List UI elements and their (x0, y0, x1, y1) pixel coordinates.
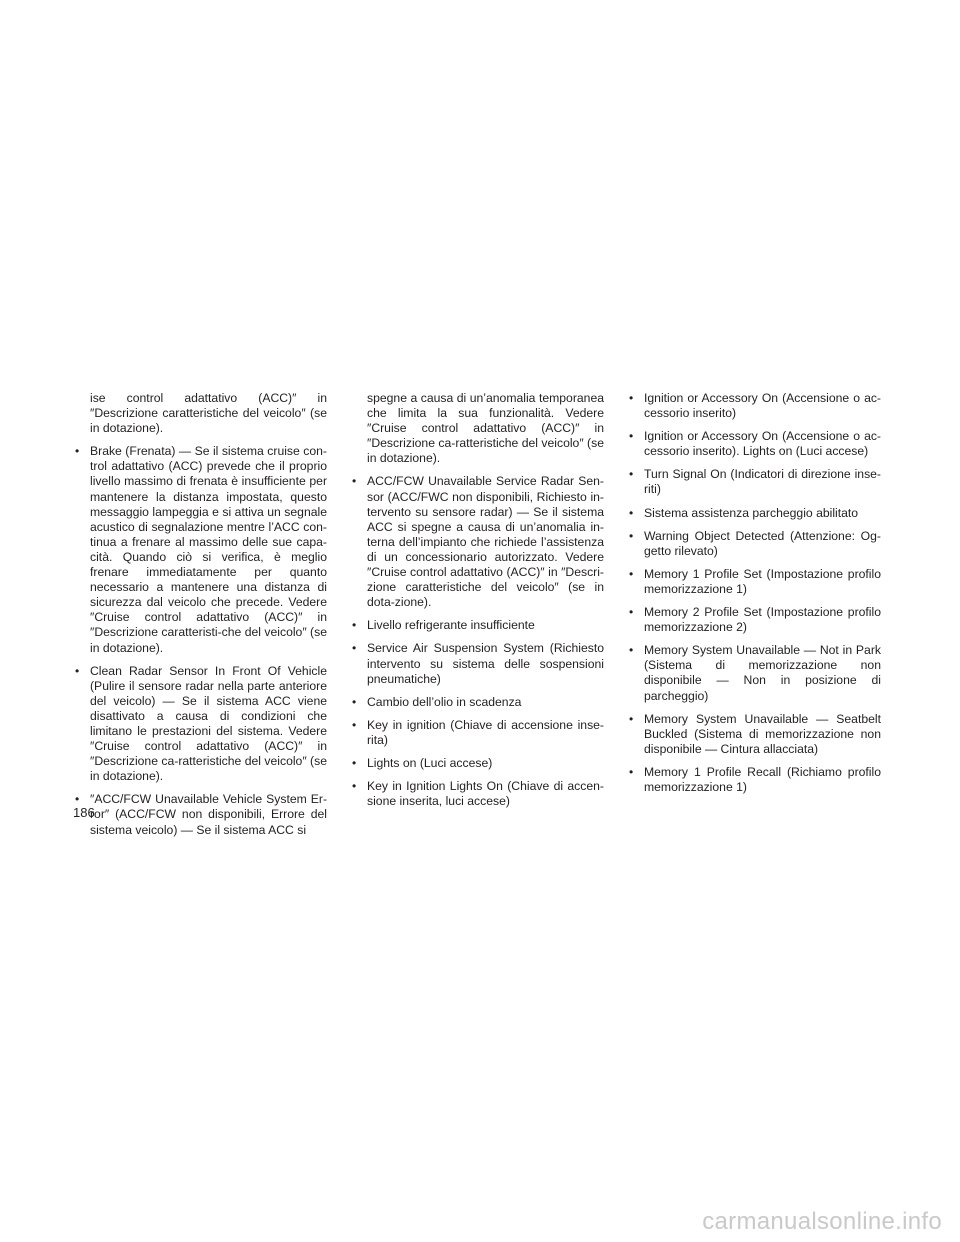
list-item (350, 474, 604, 610)
list-item (350, 779, 604, 809)
bullet-icon: • (629, 467, 634, 482)
watermark-logo: carmanualsonline.info (702, 1208, 942, 1235)
list-item-text: Memory System Unavailable — Not in Park (Sistema di memorizzazione non disponibile — Non in posizione di parcheggio) (644, 643, 881, 703)
list-item (350, 718, 604, 748)
bullet-icon: • (629, 643, 634, 658)
list-item (350, 641, 604, 686)
list-item (627, 429, 881, 459)
list-item-text: Livello refrigerante insufficiente (367, 618, 535, 633)
list-item-text: ″ACC/FCW Unavailable Vehicle System Er-ror″ (ACC/FCW non disponibili, Errore del sistema veicolo) — Se il sistema ACC si (90, 792, 327, 837)
list-item (350, 756, 604, 771)
bullet-icon: • (352, 474, 357, 489)
list-item-text: Lights on (Luci accese) (367, 755, 493, 770)
list-item-text: Service Air Suspension System (Richiesto intervento su sistema delle sospensioni pneumatiche) (367, 641, 604, 686)
bullet-icon: • (75, 444, 80, 459)
list-item-text: Key in Ignition Lights On (Chiave di accen-sione inserita, luci accese) (367, 779, 604, 809)
list-item-text: Memory 2 Profile Set (Impostazione profilo memorizzazione 2) (644, 605, 881, 635)
bullet-icon: • (629, 505, 634, 520)
list-item-text: Key in ignition (Chiave di accensione inse-rita) (367, 717, 604, 747)
bullet-icon: • (629, 528, 634, 543)
list-item-text: Memory System Unavailable — Seatbelt Buckled (Sistema di memorizzazione non disponibile — Cintura allacciata) (644, 711, 881, 756)
text-column-2 (350, 391, 604, 817)
list-item (73, 792, 327, 837)
list-item (627, 529, 881, 559)
bullet-icon: • (629, 711, 634, 726)
bullet-icon: • (75, 792, 80, 807)
list-item-text: Ignition or Accessory On (Accensione o ac-cessorio inserito) (644, 391, 881, 421)
list-item (627, 605, 881, 635)
page-number: 186 (73, 805, 95, 820)
list-item (627, 467, 881, 497)
text-column-3 (627, 391, 881, 803)
list-item (627, 643, 881, 703)
list-item-text: Clean Radar Sensor In Front Of Vehicle (Pulire il sensore radar nella parte anteriore del veicolo) — Se il sistema ACC viene disattivato a causa di condizioni che limitano le prestazioni del sistema. Vedere ″Cruise control adattativo (ACC)″ in ″Descrizione ca-ratteristiche del veicolo″ (se in dotazione). (90, 663, 327, 784)
list-item-text: Sistema assistenza parcheggio abilitato (644, 505, 859, 520)
bullet-icon: • (352, 779, 357, 794)
bullet-icon: • (352, 641, 357, 656)
list-item-text: Cambio dell’olio in scadenza (367, 694, 522, 709)
list-item (350, 618, 604, 633)
continued-paragraph: spegne a causa di un’anomalia temporanea che limita la sua funzionalità. Vedere ″Cruise control adattativo (ACC)″ in ″Descrizione ca-ratteristiche del veicolo″ (se in dotazione). (367, 391, 604, 466)
list-item-text: Ignition or Accessory On (Accensione o ac-cessorio inserito). Lights on (Luci accese) (644, 429, 881, 459)
list-item-text: Memory 1 Profile Recall (Richiamo profilo memorizzazione 1) (644, 764, 881, 794)
list-item (627, 391, 881, 421)
bullet-icon: • (352, 755, 357, 770)
text-column-1 (73, 391, 327, 846)
bullet-icon: • (352, 717, 357, 732)
bullet-icon: • (629, 429, 634, 444)
list-item-text: Turn Signal On (Indicatori di direzione inse-riti) (644, 467, 881, 497)
list-item (73, 664, 327, 785)
bullet-icon: • (352, 618, 357, 633)
list-item (350, 695, 604, 710)
list-item-text: Brake (Frenata) — Se il sistema cruise con-trol adattativo (ACC) prevede che il proprio livello massimo di frenata è insufficiente per mantenere la distanza impostata, questo messaggio lampeggia e si attiva un segnale acustico di segnalazione mentre l’ACC con-tinua a frenare al massimo delle sue capa-cità. Quando ciò si verifica, è meglio frenare immediatamente per quanto necessario a mantenere una distanza di sicurezza dal veicolo che precede. Vedere ″Cruise control adattativo (ACC)″ in ″Descrizione caratteristi-che del veicolo″ (se in dotazione). (90, 444, 327, 655)
list-item (627, 506, 881, 521)
continued-paragraph: ise control adattativo (ACC)″ in ″Descrizione caratteristiche del veicolo″ (se in dotazione). (90, 391, 327, 436)
bullet-icon: • (629, 764, 634, 779)
list-item (627, 712, 881, 757)
list-item-text: Warning Object Detected (Attenzione: Og-getto rilevato) (644, 528, 881, 558)
list-item (73, 444, 327, 655)
bullet-icon: • (629, 566, 634, 581)
list-item-text: ACC/FCW Unavailable Service Radar Sen-sor (ACC/FWC non disponibili, Richiesto in-tervento su sensore radar) — Se il sistema ACC si spegne a causa di un’anomalia in-terna dell’impianto che richiede l’assistenza di un concessionario autorizzato. Vedere ″Cruise control adattativo (ACC)″ in ″Descri-zione caratteristiche del veicolo″ (se in dota-zione). (367, 474, 604, 610)
bullet-icon: • (352, 694, 357, 709)
bullet-icon: • (75, 663, 80, 678)
list-item-text: Memory 1 Profile Set (Impostazione profilo memorizzazione 1) (644, 566, 881, 596)
bullet-icon: • (629, 605, 634, 620)
bullet-icon: • (629, 391, 634, 405)
list-item (627, 765, 881, 795)
list-item (627, 567, 881, 597)
